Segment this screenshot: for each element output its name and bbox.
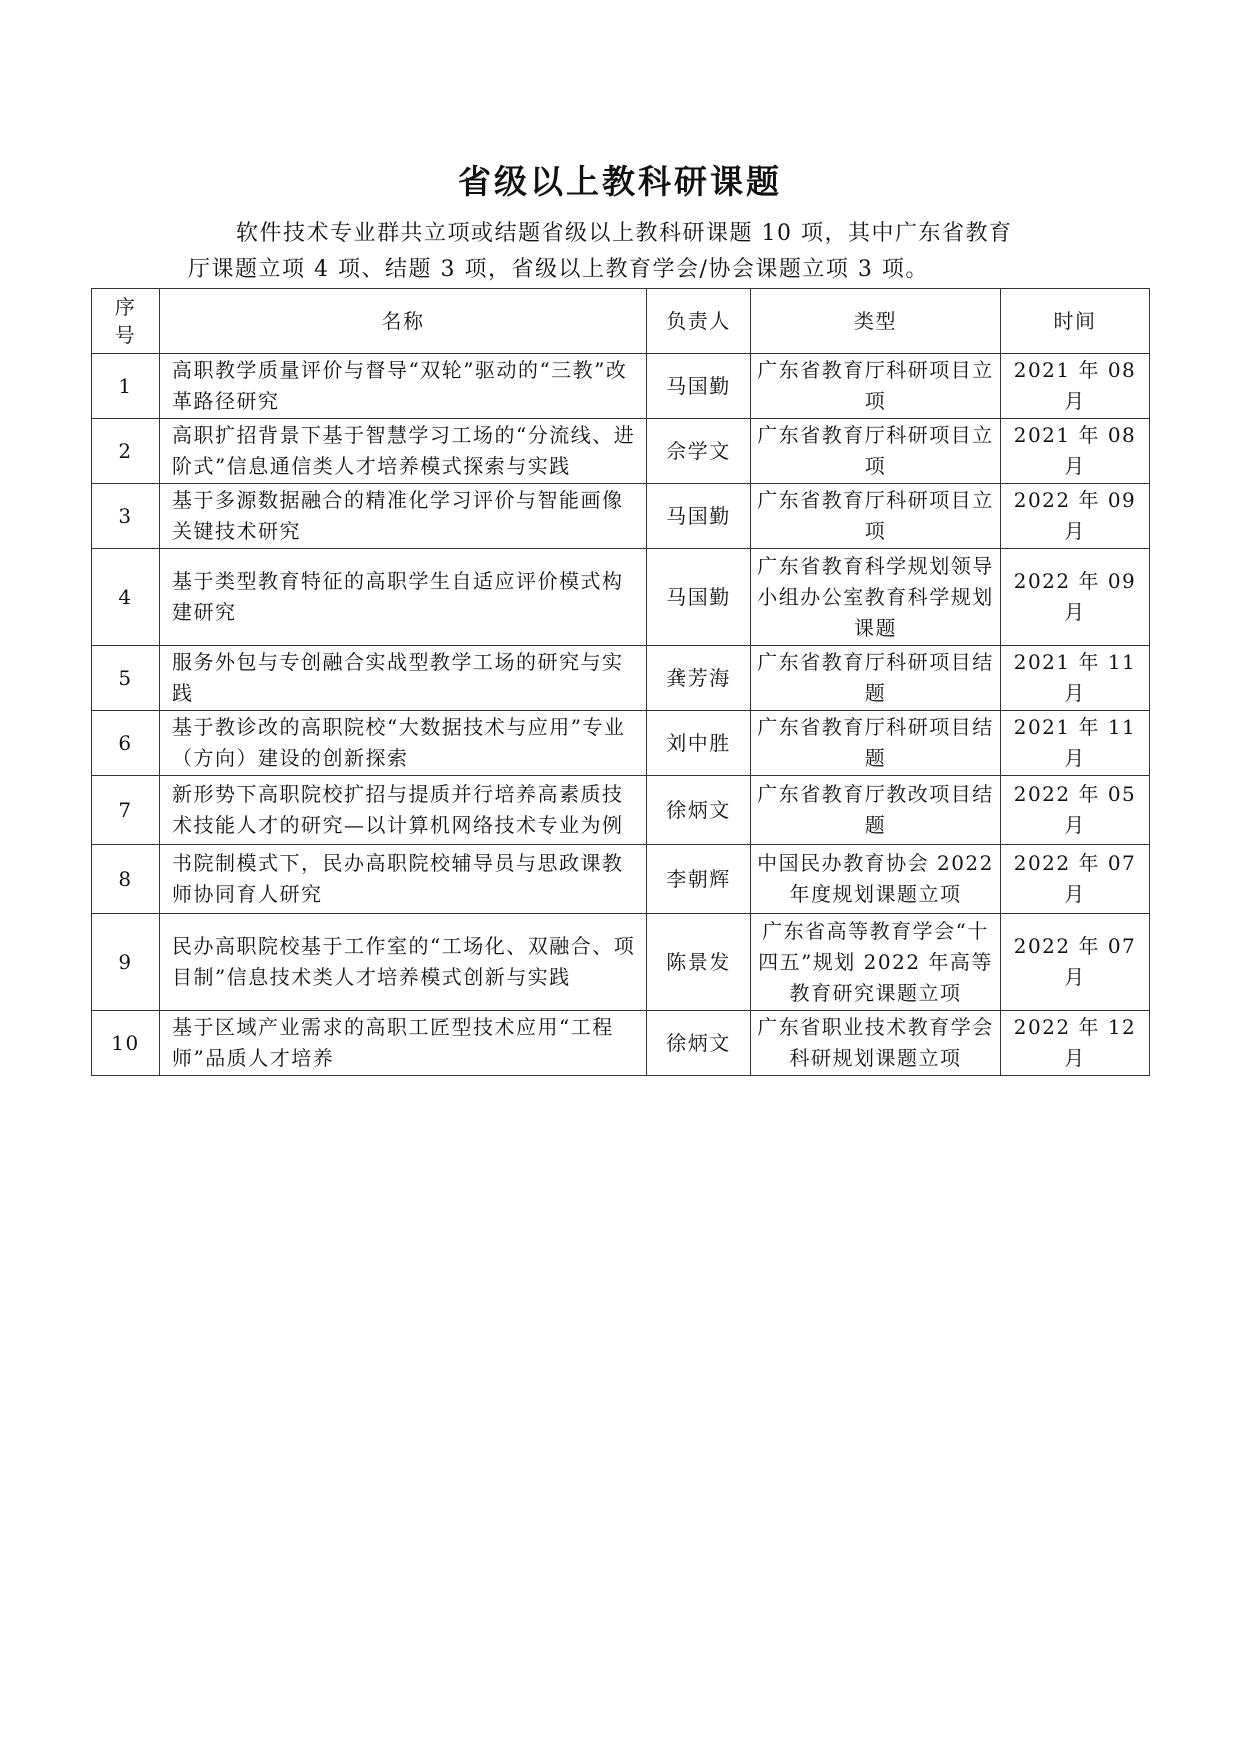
cell-name: 民办高职院校基于工作室的“工场化、双融合、项目制”信息技术类人才培养模式创新与实践 <box>160 914 647 1011</box>
cell-no: 5 <box>92 646 160 711</box>
cell-person: 龚芳海 <box>647 646 751 711</box>
table-row <box>92 549 1150 646</box>
cell-no: 8 <box>92 845 160 914</box>
cell-name: 高职扩招背景下基于智慧学习工场的“分流线、进阶式”信息通信类人才培养模式探索与实践 <box>160 419 647 484</box>
cell-person: 李朝辉 <box>647 845 751 914</box>
cell-type: 广东省教育厅科研项目结题 <box>751 646 1001 711</box>
cell-name: 基于区域产业需求的高职工匠型技术应用“工程师”品质人才培养 <box>160 1011 647 1076</box>
cell-name: 高职教学质量评价与督导“双轮”驱动的“三教”改革路径研究 <box>160 354 647 419</box>
intro-line-2: 厅课题立项 4 项、结题 3 项，省级以上教育学会/协会课题立项 3 项。 <box>188 257 929 282</box>
cell-type: 广东省职业技术教育学会科研规划课题立项 <box>751 1011 1001 1076</box>
header-no <box>92 289 160 354</box>
table-row <box>92 354 1150 419</box>
cell-type: 广东省教育科学规划领导小组办公室教育科学规划课题 <box>751 549 1001 646</box>
cell-time: 2021 年 11 月 <box>1001 711 1150 776</box>
page-title: 省级以上教科研课题 <box>458 162 782 201</box>
cell-name: 书院制模式下，民办高职院校辅导员与思政课教师协同育人研究 <box>160 845 647 914</box>
cell-person: 陈景发 <box>647 914 751 1011</box>
intro-paragraph <box>188 216 1068 288</box>
header-no-top: 序 <box>114 295 137 319</box>
cell-no: 4 <box>92 549 160 646</box>
cell-name: 服务外包与专创融合实战型教学工场的研究与实践 <box>160 646 647 711</box>
cell-time: 2021 年 08 月 <box>1001 354 1150 419</box>
table-header-row <box>92 289 1150 354</box>
cell-no: 3 <box>92 484 160 549</box>
cell-no: 6 <box>92 711 160 776</box>
cell-type: 广东省教育厅科研项目结题 <box>751 711 1001 776</box>
header-no-bottom: 号 <box>114 323 137 347</box>
table-row <box>92 419 1150 484</box>
cell-time: 2021 年 08 月 <box>1001 419 1150 484</box>
cell-name: 基于多源数据融合的精准化学习评价与智能画像关键技术研究 <box>160 484 647 549</box>
projects-table <box>91 288 1150 1076</box>
cell-no: 9 <box>92 914 160 1011</box>
cell-person: 刘中胜 <box>647 711 751 776</box>
cell-name: 新形势下高职院校扩招与提质并行培养高素质技术技能人才的研究—以计算机网络技术专业为例 <box>160 776 647 845</box>
header-time: 时间 <box>1001 289 1150 354</box>
cell-type: 广东省教育厅科研项目立项 <box>751 419 1001 484</box>
cell-person: 徐炳文 <box>647 1011 751 1076</box>
cell-time: 2022 年 07 月 <box>1001 914 1150 1011</box>
cell-type: 广东省教育厅教改项目结题 <box>751 776 1001 845</box>
cell-person: 佘学文 <box>647 419 751 484</box>
cell-name: 基于类型教育特征的高职学生自适应评价模式构建研究 <box>160 549 647 646</box>
cell-time: 2021 年 11 月 <box>1001 646 1150 711</box>
cell-time: 2022 年 07 月 <box>1001 845 1150 914</box>
table-row <box>92 776 1150 845</box>
cell-person: 马国勤 <box>647 354 751 419</box>
cell-person: 马国勤 <box>647 549 751 646</box>
cell-type: 广东省高等教育学会“十四五”规划 2022 年高等教育研究课题立项 <box>751 914 1001 1011</box>
cell-name: 基于教诊改的高职院校“大数据技术与应用”专业（方向）建设的创新探索 <box>160 711 647 776</box>
cell-person: 马国勤 <box>647 484 751 549</box>
table-row <box>92 646 1150 711</box>
cell-no: 7 <box>92 776 160 845</box>
table-row <box>92 711 1150 776</box>
header-name: 名称 <box>160 289 647 354</box>
cell-time: 2022 年 05 月 <box>1001 776 1150 845</box>
cell-type: 广东省教育厅科研项目立项 <box>751 354 1001 419</box>
cell-time: 2022 年 12 月 <box>1001 1011 1150 1076</box>
cell-person: 徐炳文 <box>647 776 751 845</box>
header-person: 负责人 <box>647 289 751 354</box>
header-type: 类型 <box>751 289 1001 354</box>
cell-no: 1 <box>92 354 160 419</box>
table-row <box>92 484 1150 549</box>
table-row <box>92 1011 1150 1076</box>
cell-no: 2 <box>92 419 160 484</box>
cell-time: 2022 年 09 月 <box>1001 484 1150 549</box>
intro-line-1: 软件技术专业群共立项或结题省级以上教科研课题 10 项，其中广东省教育 <box>236 221 1013 246</box>
cell-type: 中国民办教育协会 2022 年度规划课题立项 <box>751 845 1001 914</box>
cell-no: 10 <box>92 1011 160 1076</box>
table-row <box>92 845 1150 914</box>
table-row <box>92 914 1150 1011</box>
cell-time: 2022 年 09 月 <box>1001 549 1150 646</box>
cell-type: 广东省教育厅科研项目立项 <box>751 484 1001 549</box>
